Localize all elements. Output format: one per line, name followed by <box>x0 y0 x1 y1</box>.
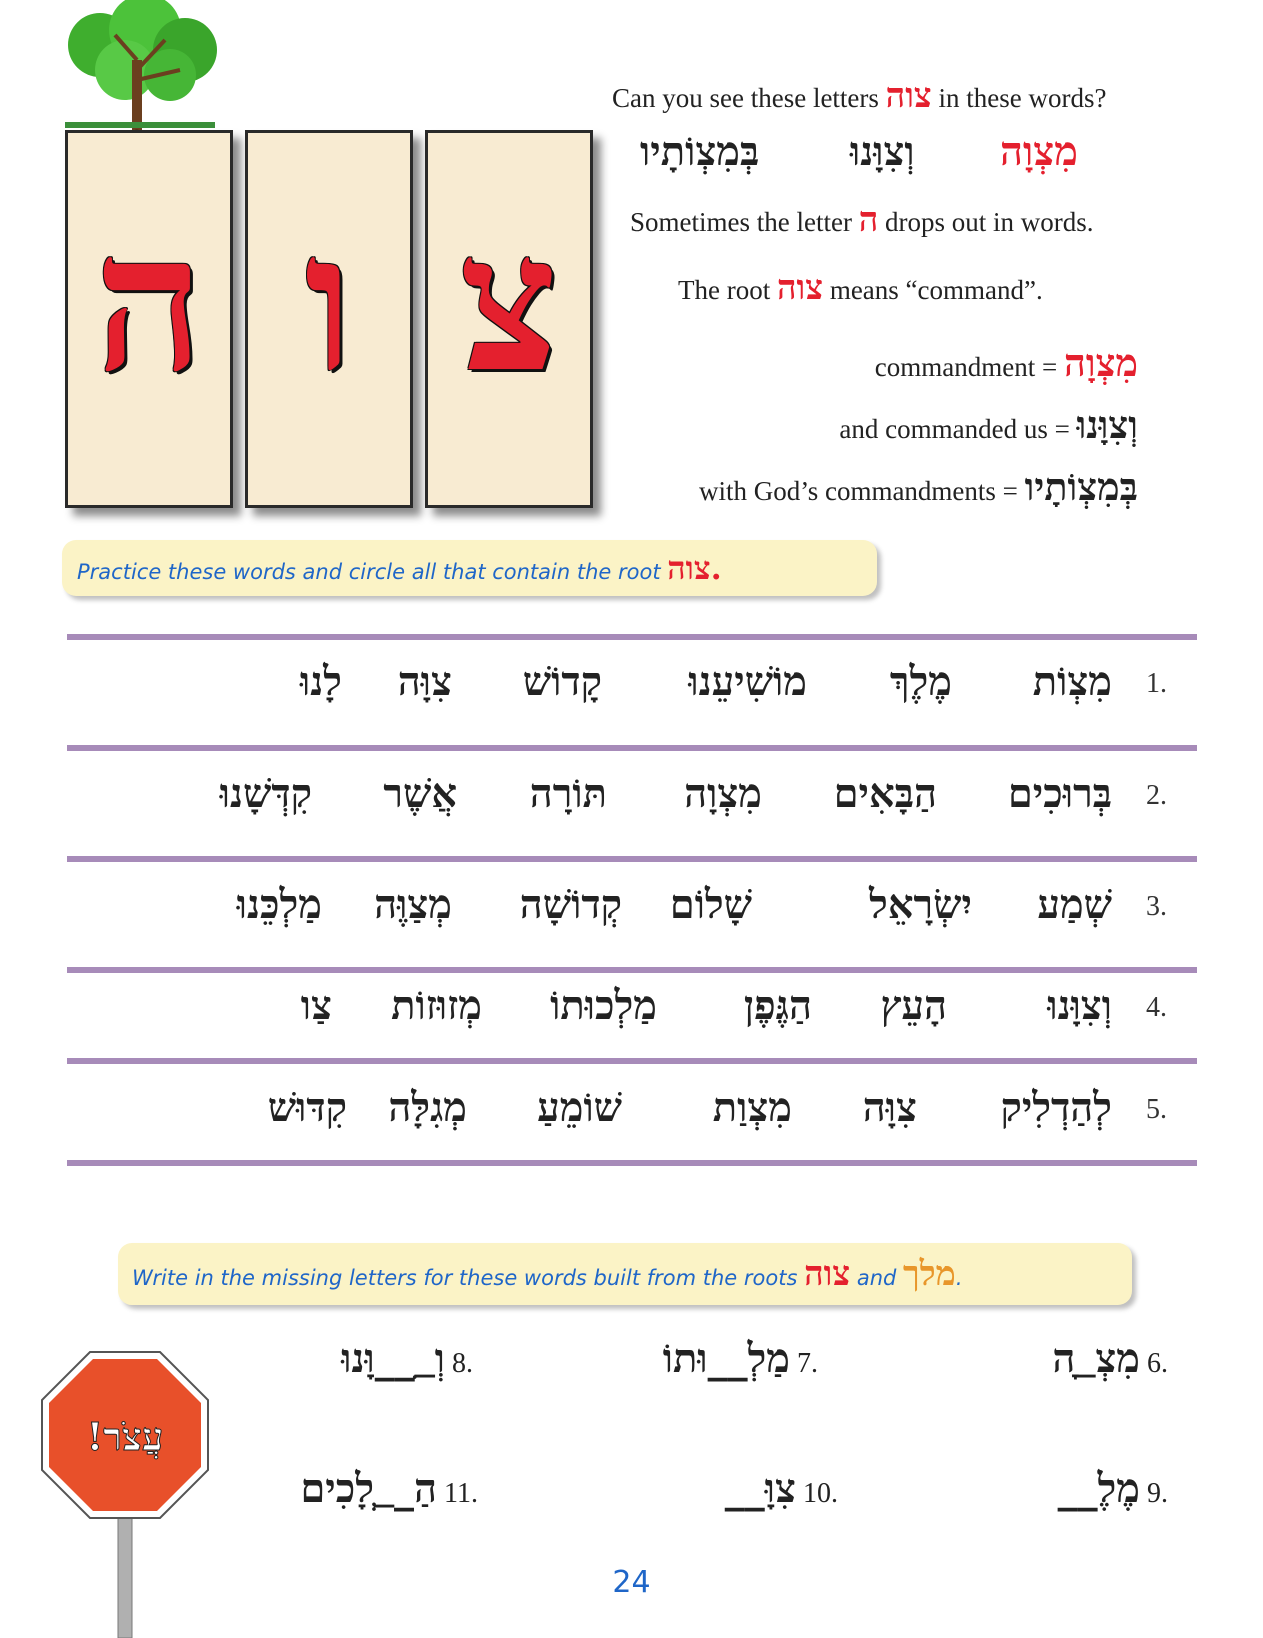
exercise-9-word[interactable]: מֶלֶ__ <box>1057 1465 1140 1512</box>
exercise-11-word[interactable]: הַ__ְלָכִים <box>300 1465 438 1512</box>
exercise-item-11[interactable] <box>300 1465 478 1512</box>
row-5-word-1[interactable]: לְהַדְלִיק <box>1000 1084 1112 1131</box>
rule-2 <box>67 745 1197 751</box>
exercise-7-word[interactable]: מַלְ__וּתוֹ <box>662 1335 790 1382</box>
row-4-word-6[interactable]: צַו <box>300 982 332 1029</box>
definition-3 <box>699 464 1138 510</box>
row-4-word-5[interactable]: מְזוּזוֹת <box>391 982 482 1029</box>
letter-card-he <box>65 130 233 508</box>
letter-vav: ו <box>304 191 354 414</box>
row-4-word-2[interactable]: הָעֵץ <box>880 982 947 1029</box>
row-3-word-1[interactable]: שְׁמַע <box>1037 881 1112 928</box>
letter-card-tsadi <box>425 130 593 508</box>
intro-drop-letter: ה <box>858 200 879 240</box>
definition-2-label: and commanded us = <box>839 414 1070 444</box>
row-3-number: 3. <box>1146 891 1167 922</box>
row-2-word-5[interactable]: אֲשֶׁר <box>383 770 457 817</box>
page-number: 24 <box>612 1565 651 1600</box>
definition-2 <box>839 402 1138 448</box>
row-3-word-6[interactable]: מַלְכֵּנוּ <box>236 881 322 928</box>
practice-instruction-banner <box>62 540 877 596</box>
exercise-7-number: 7. <box>797 1348 818 1379</box>
intro-question <box>612 76 1106 116</box>
practice-row-4 <box>67 984 1197 1074</box>
row-4-word-1[interactable]: וְצִוָּנוּ <box>1047 982 1112 1029</box>
intro-root-post: means “command”. <box>829 275 1043 305</box>
exercise-period: . <box>955 1266 963 1290</box>
row-1-word-5[interactable]: צִוָּה <box>397 658 452 705</box>
intro-example-word-1: מִצְוָה <box>1000 128 1078 175</box>
row-1-word-3[interactable]: מוֹשִׁיעֵנוּ <box>688 658 807 705</box>
rule-1 <box>67 634 1197 640</box>
row-1-number: 1. <box>1146 668 1167 699</box>
row-3-word-2[interactable]: יִשְׂרָאֵל <box>869 881 972 928</box>
row-5-word-6[interactable]: קִדּוּשׁ <box>267 1084 347 1131</box>
rule-4 <box>67 967 1197 973</box>
row-2-word-1[interactable]: בְּרוּכִים <box>1007 770 1112 817</box>
practice-instruction-text: Practice these words and circle all that contain the root <box>77 560 661 584</box>
intro-drop-pre: Sometimes the letter <box>630 207 852 237</box>
row-3-word-4[interactable]: קְדוֹשָׁה <box>519 881 622 928</box>
intro-question-pre: Can you see these letters <box>612 83 879 113</box>
definition-1 <box>875 340 1138 386</box>
row-5-number: 5. <box>1146 1094 1167 1125</box>
exercise-item-10[interactable] <box>725 1465 838 1512</box>
exercise-10-number: 10. <box>803 1478 838 1509</box>
practice-row-2 <box>67 762 1197 852</box>
row-4-word-3[interactable]: הַגֶּפֶן <box>743 982 812 1029</box>
practice-row-5 <box>67 1076 1197 1166</box>
intro-example-word-2: וְצִוָּנוּ <box>850 128 915 175</box>
exercise-instruction-banner <box>118 1243 1132 1305</box>
letter-card-vav <box>245 130 413 508</box>
exercise-10-word[interactable]: צִוָּ__ <box>724 1465 796 1512</box>
exercise-9-number: 9. <box>1147 1478 1168 1509</box>
intro-drop-post: drops out in words. <box>885 207 1094 237</box>
row-3-word-3[interactable]: שָׁלוֹם <box>669 881 752 928</box>
intro-question-post: in these words? <box>938 83 1107 113</box>
definition-1-label: commandment = <box>874 352 1058 382</box>
exercise-8-number: 8. <box>452 1348 473 1379</box>
definition-2-word: וְצִוָּנוּ <box>1076 402 1138 447</box>
row-5-word-4[interactable]: שׁוֹמֵעַ <box>537 1084 622 1131</box>
row-2-word-3[interactable]: מִצְוָה <box>684 770 762 817</box>
row-1-word-2[interactable]: מֶלֶךְ <box>889 658 952 705</box>
exercise-6-number: 6. <box>1147 1348 1168 1379</box>
exercise-and-word: and <box>856 1266 897 1290</box>
intro-drop-sentence <box>630 200 1094 240</box>
row-3-word-5[interactable]: מְצַוֶּה <box>374 881 452 928</box>
definition-3-word: בְּמִצְוֹתָיו <box>1024 464 1138 509</box>
row-2-word-2[interactable]: הַבָּאִים <box>833 770 937 817</box>
exercise-item-6[interactable] <box>1052 1335 1168 1382</box>
exercise-11-number: 11. <box>444 1478 478 1509</box>
letter-tsadi: צ <box>459 191 559 414</box>
row-2-word-4[interactable]: תּוֹרָה <box>529 770 607 817</box>
row-1-word-1[interactable]: מִצְוֹת <box>1032 658 1112 705</box>
row-2-number: 2. <box>1146 780 1167 811</box>
row-1-word-4[interactable]: קָדוֹשׁ <box>522 658 602 705</box>
stop-sign-text: עֲצֹר! <box>86 1414 164 1459</box>
row-4-number: 4. <box>1146 992 1167 1023</box>
definition-1-word: מִצְוָה <box>1063 340 1138 385</box>
practice-row-3 <box>67 873 1197 963</box>
rule-3 <box>67 856 1197 862</box>
practice-instruction-root: צוה. <box>667 549 722 587</box>
intro-example-word-3: בְּמִצְוֹתָיו <box>640 128 760 175</box>
exercise-item-9[interactable] <box>1058 1465 1168 1512</box>
intro-question-root: צוה <box>885 76 932 116</box>
intro-root-word: צוה <box>776 268 824 308</box>
row-5-word-2[interactable]: צִוָּה <box>862 1084 917 1131</box>
row-5-word-3[interactable]: מִצְוַת <box>712 1084 792 1131</box>
definition-3-label: with God’s commandments = <box>698 476 1018 506</box>
exercise-root-2: מלך <box>903 1254 956 1294</box>
row-2-word-6[interactable]: קִדְּשָׁנוּ <box>219 770 312 817</box>
row-4-word-4[interactable]: מַלְכוּתוֹ <box>550 982 657 1029</box>
exercise-item-7[interactable] <box>663 1335 818 1382</box>
exercise-6-word[interactable]: מִצְ_ָה <box>1052 1335 1140 1382</box>
row-5-word-5[interactable]: מְגִלָּה <box>388 1084 467 1131</box>
practice-row-1 <box>67 650 1197 740</box>
exercise-8-word[interactable]: וְ_ִ__וָּנוּ <box>341 1335 445 1382</box>
exercise-root-1: צוה <box>804 1254 851 1294</box>
row-1-word-6[interactable]: לָנוּ <box>300 658 342 705</box>
letter-he: ה <box>94 191 204 414</box>
intro-root-sentence <box>678 268 1043 308</box>
intro-root-pre: The root <box>678 275 771 305</box>
exercise-instruction-text: Write in the missing letters for these words built from the roots <box>132 1266 798 1290</box>
exercise-item-8[interactable] <box>341 1335 473 1382</box>
